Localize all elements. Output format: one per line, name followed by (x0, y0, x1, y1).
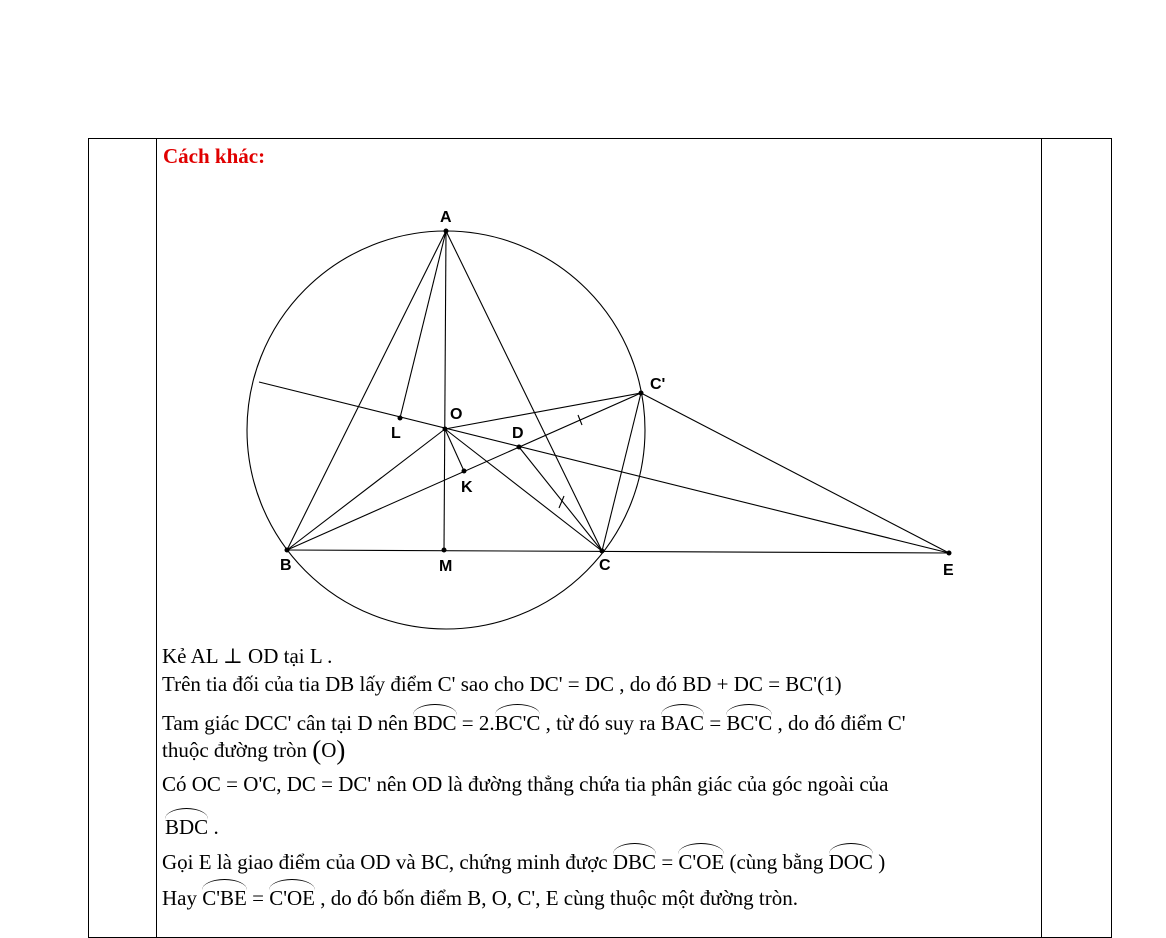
paren-open: ( (312, 735, 322, 765)
text-line-5: Có OC = O'C, DC = DC' nên OD là đường thẳng chứa tia phân giác của góc ngoài của (162, 772, 889, 796)
text-line-8-part-3: , do đó bốn điểm B, O, C', E cùng thuộc một đường tròn. (315, 886, 799, 910)
label-m: M (439, 558, 453, 575)
segment-ab (287, 231, 446, 550)
point-c-prime (639, 391, 644, 396)
segment-dc (519, 447, 602, 551)
text-line-3-part-1: Tam giác DCC' cân tại D nên (162, 711, 414, 735)
circle-name-o: O (321, 738, 337, 762)
point-d (517, 445, 522, 450)
label-c: C (599, 557, 611, 574)
segment-al (400, 231, 446, 418)
point-m (442, 548, 447, 553)
text-line-6 (165, 813, 219, 838)
text-line-7-part-2: = (656, 850, 679, 874)
text-line-8-part-2: = (246, 886, 270, 910)
text-line-3-part-5: , do đó điểm C' (772, 711, 906, 735)
point-l (398, 416, 403, 421)
text-line-8-part-1: Hay (162, 886, 203, 910)
segment-am (444, 231, 446, 550)
point-a (444, 229, 449, 234)
label-o: O (450, 406, 463, 423)
paren-close: ) (336, 735, 346, 765)
line-od-e (259, 382, 949, 553)
text-line-3-part-2: = 2. (456, 711, 495, 735)
text-line-7-part-1: Gọi E là giao điểm của OD và BC, chứng minh được (162, 850, 613, 874)
text-line-8 (162, 884, 798, 909)
angle-bdc-exterior: BDC (165, 815, 209, 839)
angle-c-prime-be: C'BE (202, 886, 247, 910)
segment-ok (445, 429, 464, 471)
point-e (947, 551, 952, 556)
segment-bo (287, 429, 445, 550)
text-line-3 (162, 709, 906, 734)
angle-bdc: BDC (413, 711, 457, 735)
text-line-7 (162, 848, 885, 873)
text-line-4-part-1: thuộc đường tròn (162, 738, 313, 762)
text-line-1: Kẻ AL ⊥ OD tại L . (162, 644, 333, 668)
text-line-3-part-3: , từ đó suy ra (540, 711, 661, 735)
section-heading: Cách khác: (163, 144, 266, 168)
label-a: A (440, 209, 452, 226)
label-b: B (280, 557, 292, 574)
label-d: D (512, 425, 524, 442)
point-b (285, 548, 290, 553)
segment-c-prime-e (641, 393, 949, 553)
text-line-3-part-4: = (704, 711, 727, 735)
label-l: L (391, 425, 401, 442)
angle-bac: BAC (660, 711, 705, 735)
label-k: K (461, 479, 473, 496)
point-c (600, 549, 605, 554)
angle-c-prime-oe-2: C'OE (269, 886, 316, 910)
text-line-6-part-2: . (208, 815, 219, 839)
label-c-prime: C' (650, 376, 666, 393)
point-o (443, 427, 448, 432)
text-line-7-part-4: ) (872, 850, 886, 874)
text-line-7-part-3: (cùng bằng (724, 850, 829, 874)
line-bce (287, 550, 949, 553)
figure-segments (259, 231, 949, 553)
text-line-2: Trên tia đối của tia DB lấy điểm C' sao cho DC' = DC , do đó BD + DC = BC'(1) (162, 672, 842, 696)
angle-bc-prime-c-2: BC'C (726, 711, 773, 735)
angle-c-prime-oe: C'OE (678, 850, 725, 874)
point-k (462, 469, 467, 474)
angle-doc: DOC (828, 850, 873, 874)
segment-cc-prime (602, 393, 641, 551)
label-e: E (943, 562, 954, 579)
text-line-4 (162, 737, 345, 764)
angle-bc-prime-c: BC'C (494, 711, 541, 735)
angle-dbc: DBC (612, 850, 657, 874)
segment-oc-prime (445, 393, 641, 429)
segment-ac (446, 231, 602, 551)
figure-labels (280, 209, 954, 579)
